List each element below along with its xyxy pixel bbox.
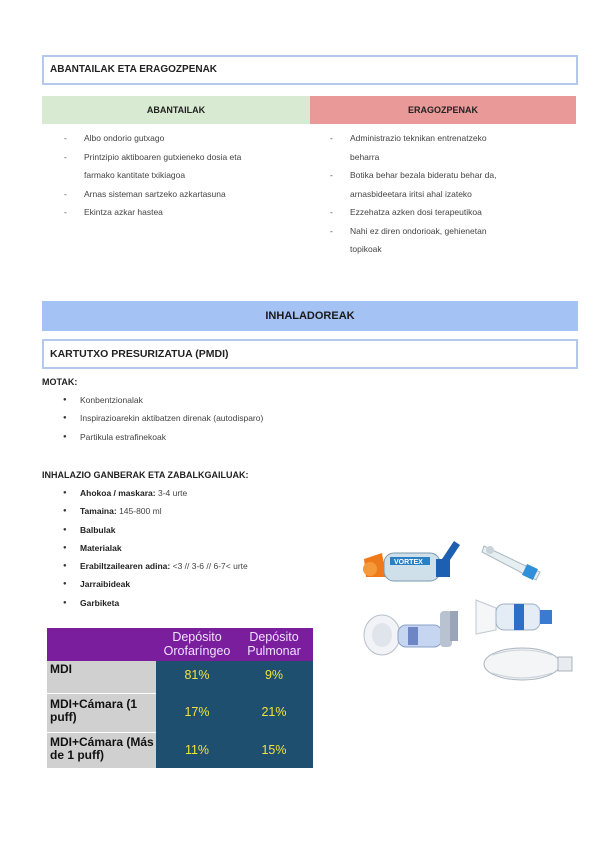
pmdi-title-box xyxy=(42,339,578,369)
cons-list xyxy=(328,129,578,259)
list-item: ● Balbulak xyxy=(62,521,362,539)
list-item-continuation: farmako kantitate txikiagoa xyxy=(84,170,186,180)
pros-cons-title: ABANTAILAK ETA ERAGOZPENAK xyxy=(50,64,218,75)
list-item-continuation: topikoak xyxy=(350,244,382,254)
cons-header: ERAGOZPENAK xyxy=(310,96,576,124)
spacer-with-mask-image xyxy=(362,605,468,661)
list-item: ● Materialak xyxy=(62,539,362,557)
list-item: ● Tamaina: 145-800 ml xyxy=(62,502,362,520)
row-label: MDI xyxy=(50,662,72,676)
value-cell: 17% xyxy=(184,705,210,719)
list-item: ● Ahokoa / maskara: 3-4 urte xyxy=(62,484,362,502)
pmdi-title: KARTUTXO PRESURIZATUA (PMDI) xyxy=(50,348,229,360)
value-cell: 11% xyxy=(184,743,210,757)
pros-header: ABANTAILAK xyxy=(42,96,310,124)
list-item-continuation: arnasbideetara iritsi ahal izateko xyxy=(350,188,472,199)
pros-list xyxy=(62,129,312,222)
deposit-table xyxy=(47,628,313,768)
list-item-continuation: beharra xyxy=(350,151,380,162)
row-label: MDI+Cámara (Más de 1 puff) xyxy=(50,735,154,762)
list-item: ● Partikula estrafinekoak xyxy=(62,428,392,446)
list-item: - Arnas sisteman sartzeko azkartasuna xyxy=(62,185,312,204)
list-item: - Administrazio teknikan entrenatzeko xyxy=(328,129,578,148)
ganberak-list xyxy=(62,484,362,612)
list-item: - Ekintza azkar hastea xyxy=(62,203,312,222)
value-cell: 9% xyxy=(264,668,284,682)
list-item: - Botika behar bezala bideratu behar da, xyxy=(328,166,578,185)
row-label: MDI+Cámara (1 puff) xyxy=(50,697,138,724)
value-cell: 15% xyxy=(261,743,287,757)
list-item: - Albo ondorio gutxago xyxy=(62,129,312,148)
inhaladoreak-title: INHALADOREAK xyxy=(265,310,355,322)
pros-cons-title-box xyxy=(42,55,578,85)
inhaladoreak-banner xyxy=(42,301,578,331)
value-cell: 21% xyxy=(261,705,287,719)
mdi-inhaler-image xyxy=(480,538,546,582)
list-item: ● Erabiltzailearen adina: <3 // 3-6 // 6-7< urte xyxy=(62,557,362,575)
motak-list xyxy=(62,391,392,446)
list-item: ● Jarraibideak xyxy=(62,575,362,593)
list-item: - Printzipio aktiboaren gutxieneko dosia eta xyxy=(62,148,312,167)
brand-label: VORTEX xyxy=(394,559,423,566)
list-item: ● Konbentzionalak xyxy=(62,391,392,409)
spacer-chamber-vortex-image xyxy=(356,537,468,593)
header-pul: Depósito Pulmonar xyxy=(247,630,301,658)
list-item: ● Inspirazioarekin aktibatzen direnak (autodisparo) xyxy=(62,409,392,427)
list-item: ● Garbiketa xyxy=(62,594,362,612)
transparent-spacer-image xyxy=(474,590,556,638)
ganberak-heading: INHALAZIO GANBERAK ETA ZABALKGAILUAK: xyxy=(42,470,249,480)
header-oro: Depósito Orofaríngeo xyxy=(163,630,231,658)
motak-heading: MOTAK: xyxy=(42,377,78,387)
list-item: - Ezzehatza azken dosi terapeutikoa xyxy=(328,203,578,222)
value-cell: 81% xyxy=(184,668,210,682)
list-item: - Nahi ez diren ondorioak, gehienetan xyxy=(328,222,578,241)
oval-spacer-image xyxy=(480,645,576,683)
